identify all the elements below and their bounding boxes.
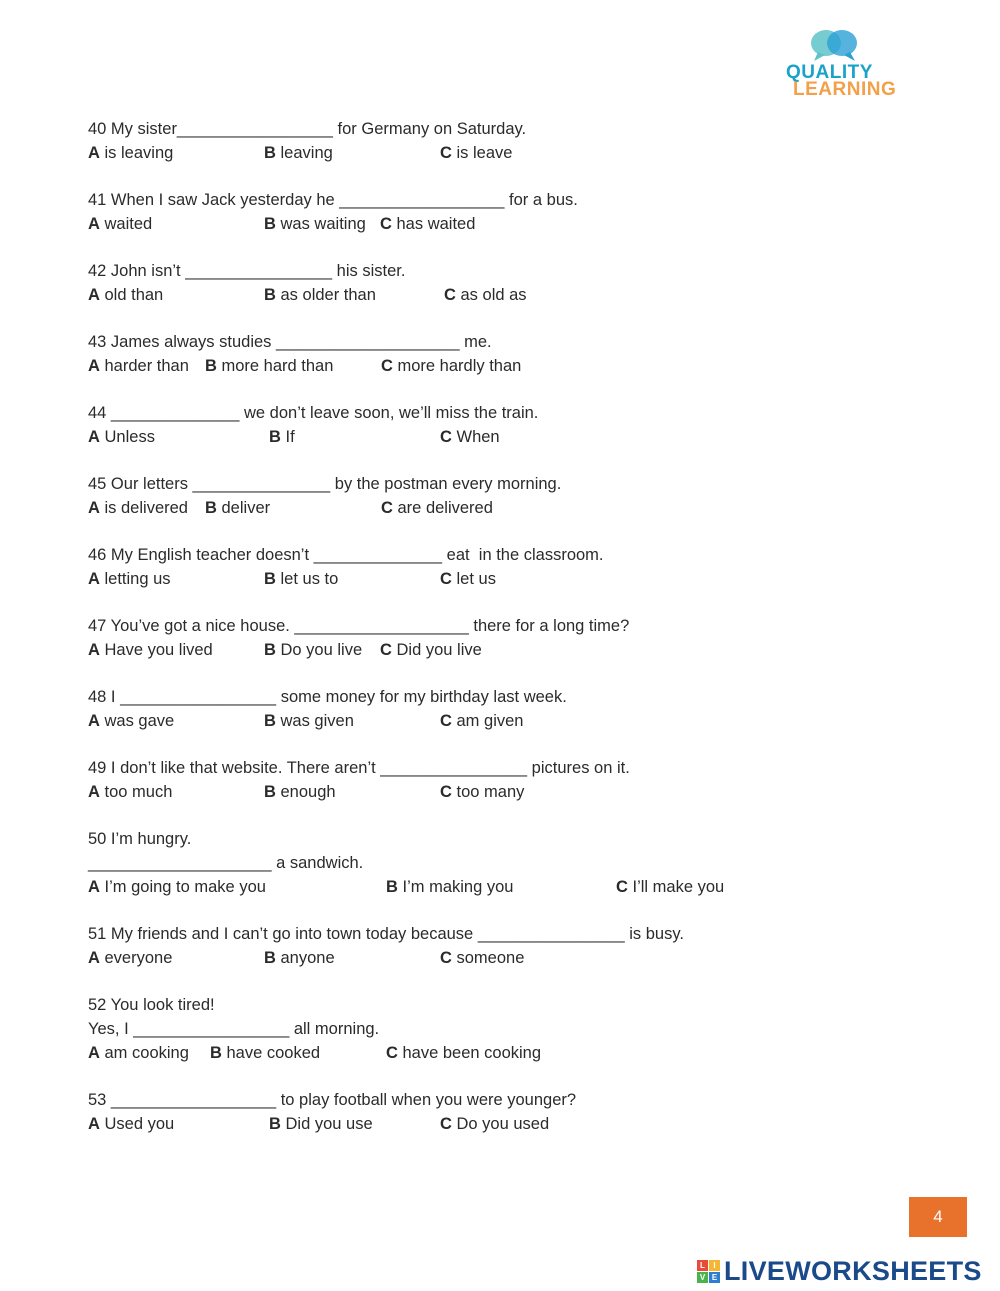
option-text: more hardly than: [392, 357, 522, 375]
option-text: let us: [451, 570, 496, 588]
option-text: let us to: [275, 570, 339, 588]
answer-option-c[interactable]: [381, 354, 521, 378]
answer-option-b[interactable]: [386, 875, 513, 899]
option-letter: B: [264, 949, 276, 967]
answer-option-a[interactable]: [88, 638, 213, 662]
question-text: 43 James always studies ____________________ me.: [88, 333, 492, 351]
answer-option-a[interactable]: [88, 1112, 174, 1136]
answer-option-c[interactable]: [386, 1041, 541, 1065]
option-letter: A: [88, 783, 100, 801]
option-text: is leaving: [99, 144, 174, 162]
logo-text-quality: QUALITY: [786, 62, 873, 83]
option-letter: A: [88, 144, 100, 162]
option-letter: B: [205, 499, 217, 517]
answer-option-b[interactable]: [264, 283, 376, 307]
answer-option-c[interactable]: [381, 496, 493, 520]
question-item: [88, 827, 928, 899]
option-text: Unless: [99, 428, 155, 446]
answer-option-c[interactable]: [440, 141, 512, 165]
answer-option-b[interactable]: [264, 212, 366, 236]
option-text: Did you live: [391, 641, 482, 659]
answer-option-b[interactable]: [269, 425, 295, 449]
option-text: is delivered: [99, 499, 188, 517]
option-text: old than: [99, 286, 164, 304]
question-text: Yes, I _________________ all morning.: [88, 1020, 380, 1038]
answer-option-a[interactable]: [88, 567, 171, 591]
option-letter: A: [88, 949, 100, 967]
option-letter: C: [440, 712, 452, 730]
option-letter: B: [210, 1044, 222, 1062]
option-letter: C: [386, 1044, 398, 1062]
question-text: 42 John isn’t ________________ his sister.: [88, 262, 406, 280]
page-number-badge: [909, 1197, 967, 1237]
question-text: 41 When I saw Jack yesterday he __________________ for a bus.: [88, 191, 578, 209]
answer-option-b[interactable]: [205, 496, 270, 520]
answer-options: [88, 709, 928, 733]
option-text: has waited: [391, 215, 476, 233]
option-text: are delivered: [392, 499, 493, 517]
option-text: When: [451, 428, 500, 446]
liveworksheets-wordmark: LIVEWORKSHEETS: [724, 1256, 982, 1286]
answer-options: [88, 354, 928, 378]
option-letter: A: [88, 1044, 100, 1062]
question-text: 48 I _________________ some money for my birthday last week.: [88, 688, 567, 706]
question-item: [88, 922, 928, 970]
option-text: more hard than: [216, 357, 334, 375]
option-letter: B: [264, 215, 276, 233]
option-text: as older than: [275, 286, 376, 304]
answer-option-a[interactable]: [88, 1041, 189, 1065]
question-item: [88, 993, 928, 1065]
option-text: someone: [451, 949, 525, 967]
option-letter: B: [264, 286, 276, 304]
option-letter: A: [88, 286, 100, 304]
speech-bubbles-icon: [808, 28, 862, 62]
answer-option-a[interactable]: [88, 141, 173, 165]
option-letter: A: [88, 712, 100, 730]
answer-option-c[interactable]: [380, 212, 475, 236]
question-text: 53 __________________ to play football when you were younger?: [88, 1091, 577, 1109]
option-text: waited: [99, 215, 153, 233]
liveworksheets-blocks-icon: L I V E: [697, 1260, 723, 1284]
option-text: Did you use: [280, 1115, 373, 1133]
option-letter: A: [88, 878, 100, 896]
question-text: 45 Our letters _______________ by the postman every morning.: [88, 475, 562, 493]
answer-options: [88, 638, 928, 662]
answer-option-c[interactable]: [440, 1112, 549, 1136]
answer-option-c[interactable]: [444, 283, 527, 307]
answer-option-a[interactable]: [88, 496, 188, 520]
quality-learning-logo: [786, 28, 906, 104]
answer-option-a[interactable]: [88, 946, 172, 970]
answer-options: [88, 946, 928, 970]
answer-option-c[interactable]: [440, 709, 523, 733]
option-letter: B: [264, 144, 276, 162]
question-item: [88, 188, 928, 236]
option-letter: B: [264, 783, 276, 801]
answer-option-a[interactable]: [88, 425, 155, 449]
question-text: 46 My English teacher doesn’t ______________ eat in the classroom.: [88, 546, 604, 564]
option-letter: B: [264, 641, 276, 659]
option-text: I’m making you: [397, 878, 514, 896]
option-text: too much: [99, 783, 173, 801]
option-text: I’m going to make you: [99, 878, 266, 896]
question-item: [88, 543, 928, 591]
option-letter: B: [269, 1115, 281, 1133]
answer-option-b[interactable]: [264, 141, 333, 165]
answer-option-c[interactable]: [440, 425, 500, 449]
answer-options: [88, 1041, 928, 1065]
option-letter: C: [380, 215, 392, 233]
option-letter: B: [264, 712, 276, 730]
option-letter: A: [88, 641, 100, 659]
answer-options: [88, 1112, 928, 1136]
option-letter: A: [88, 1115, 100, 1133]
answer-option-b[interactable]: [264, 946, 335, 970]
answer-option-c[interactable]: [440, 567, 496, 591]
option-letter: A: [88, 215, 100, 233]
answer-option-b[interactable]: [264, 780, 336, 804]
page-number: 4: [933, 1207, 943, 1226]
option-letter: A: [88, 499, 100, 517]
option-text: was gave: [99, 712, 175, 730]
option-letter: C: [616, 878, 628, 896]
option-text: have cooked: [221, 1044, 321, 1062]
option-text: too many: [451, 783, 525, 801]
question-item: [88, 1088, 928, 1136]
answer-option-a[interactable]: [88, 283, 163, 307]
question-item: [88, 330, 928, 378]
option-letter: A: [88, 357, 100, 375]
option-text: was waiting: [275, 215, 366, 233]
liveworksheets-logo: [697, 1257, 997, 1287]
answer-options: [88, 875, 928, 899]
option-text: harder than: [99, 357, 189, 375]
question-text: 49 I don’t like that website. There aren’t ________________ pictures on it.: [88, 759, 630, 777]
answer-options: [88, 283, 928, 307]
option-letter: C: [381, 499, 393, 517]
option-text: enough: [275, 783, 336, 801]
answer-options: [88, 496, 928, 520]
option-text: If: [280, 428, 295, 446]
option-letter: A: [88, 570, 100, 588]
option-text: Have you lived: [99, 641, 213, 659]
option-text: everyone: [99, 949, 173, 967]
question-item: [88, 117, 928, 165]
question-text: ____________________ a sandwich.: [88, 854, 364, 872]
answer-option-c[interactable]: [380, 638, 482, 662]
option-letter: B: [386, 878, 398, 896]
option-text: Do you used: [451, 1115, 550, 1133]
question-item: [88, 756, 928, 804]
option-text: Do you live: [275, 641, 363, 659]
option-text: am cooking: [99, 1044, 189, 1062]
option-letter: B: [205, 357, 217, 375]
option-text: was given: [275, 712, 354, 730]
answer-option-c[interactable]: [440, 946, 524, 970]
question-item: [88, 259, 928, 307]
question-item: [88, 685, 928, 733]
answer-option-c[interactable]: [440, 780, 524, 804]
option-text: Used you: [99, 1115, 175, 1133]
option-text: as old as: [455, 286, 527, 304]
option-letter: C: [381, 357, 393, 375]
answer-option-a[interactable]: [88, 709, 174, 733]
option-letter: C: [440, 428, 452, 446]
option-letter: B: [264, 570, 276, 588]
option-letter: C: [444, 286, 456, 304]
question-list: [88, 117, 928, 1159]
option-letter: C: [440, 949, 452, 967]
question-text: 52 You look tired!: [88, 996, 215, 1014]
answer-options: [88, 425, 928, 449]
question-item: [88, 614, 928, 662]
question-text: 40 My sister_________________ for Germany on Saturday.: [88, 120, 527, 138]
question-text: 51 My friends and I can’t go into town today because ________________ is busy.: [88, 925, 684, 943]
question-text: 44 ______________ we don’t leave soon, we’ll miss the train.: [88, 404, 539, 422]
answer-option-b[interactable]: [269, 1112, 373, 1136]
answer-option-b[interactable]: [210, 1041, 320, 1065]
answer-options: [88, 780, 928, 804]
question-text: 50 I’m hungry.: [88, 830, 192, 848]
question-text: 47 You’ve got a nice house. ___________________ there for a long time?: [88, 617, 630, 635]
answer-option-c[interactable]: [616, 875, 724, 899]
option-letter: C: [440, 783, 452, 801]
option-text: leaving: [275, 144, 333, 162]
option-letter: B: [269, 428, 281, 446]
option-letter: C: [380, 641, 392, 659]
question-item: [88, 472, 928, 520]
answer-option-a[interactable]: [88, 212, 152, 236]
answer-option-a[interactable]: [88, 780, 172, 804]
answer-option-a[interactable]: [88, 354, 189, 378]
option-text: deliver: [216, 499, 271, 517]
answer-option-b[interactable]: [264, 638, 362, 662]
answer-option-b[interactable]: [205, 354, 333, 378]
option-text: is leave: [451, 144, 513, 162]
option-text: letting us: [99, 570, 171, 588]
option-letter: C: [440, 570, 452, 588]
answer-option-b[interactable]: [264, 567, 338, 591]
option-letter: C: [440, 1115, 452, 1133]
answer-option-b[interactable]: [264, 709, 354, 733]
answer-options: [88, 141, 928, 165]
option-text: have been cooking: [397, 1044, 542, 1062]
answer-options: [88, 212, 928, 236]
answer-option-a[interactable]: [88, 875, 266, 899]
logo-text-learning: LEARNING: [793, 79, 897, 100]
option-text: am given: [451, 712, 524, 730]
option-letter: A: [88, 428, 100, 446]
option-letter: C: [440, 144, 452, 162]
option-text: I’ll make you: [627, 878, 725, 896]
answer-options: [88, 567, 928, 591]
question-item: [88, 401, 928, 449]
option-text: anyone: [275, 949, 335, 967]
